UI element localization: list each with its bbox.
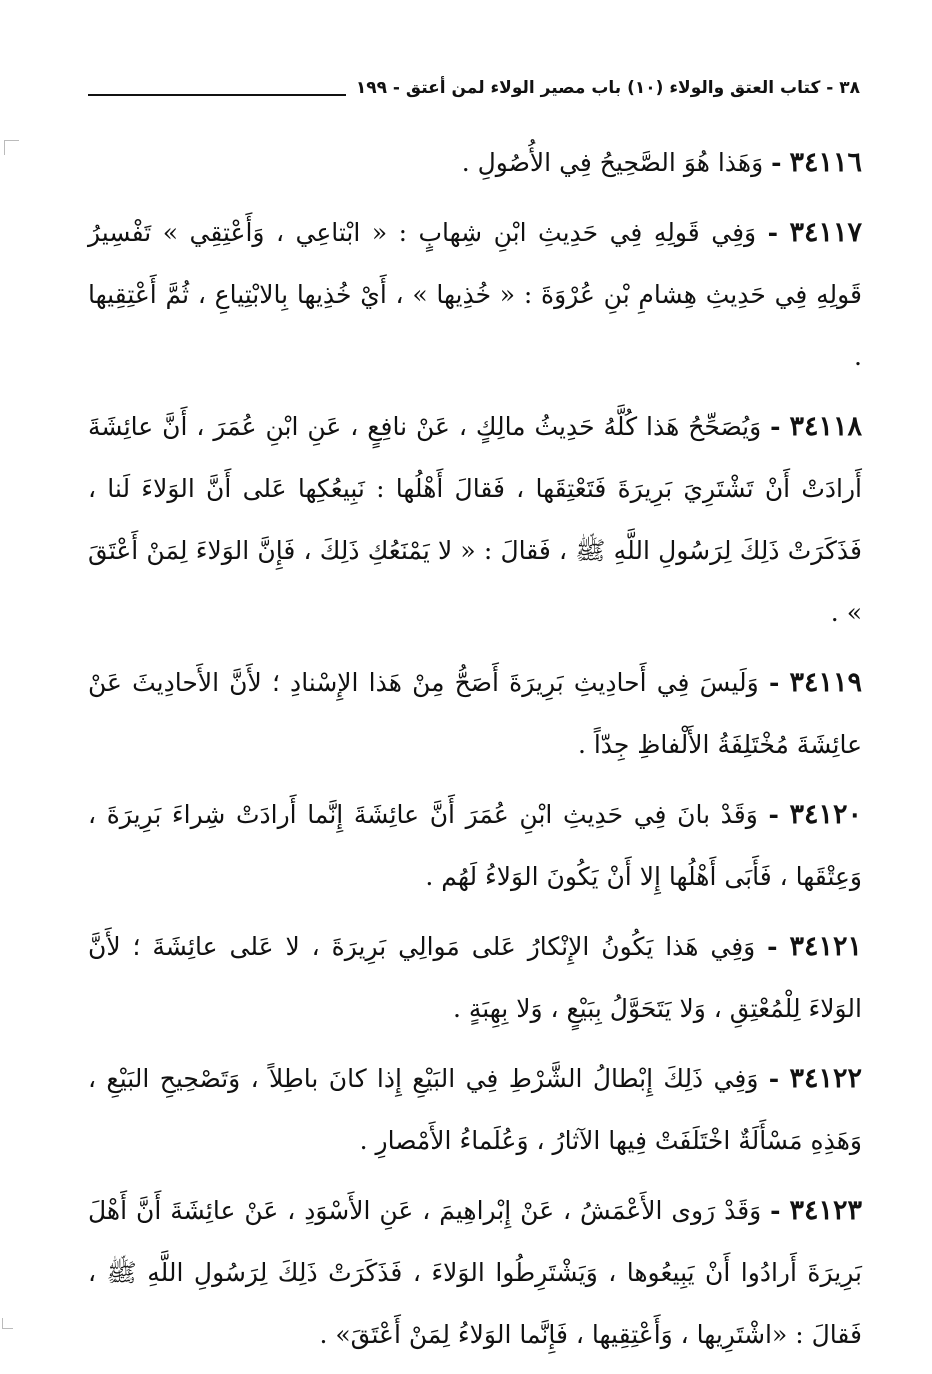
paragraph-number: ٣٤١٢٢	[789, 1063, 862, 1094]
paragraph-number: ٣٤١٢١	[789, 931, 862, 962]
paragraph-text: وَفِي قَولِهِ فِي حَدِيثِ ابْنِ شِهابٍ : « ابْتاعِي ، وَأَعْتِقِي » تَفْسِيرُ قَولِهِ فِي حَدِيثِ هِشامِ بْنِ عُرْوَةَ : « خُذِيها » ، أَيْ خُذِيها بِالابْتِياعِ ، ثُمَّ أَعْتِقِيها .	[88, 218, 862, 371]
header-rule	[88, 94, 346, 96]
paragraph-number: ٣٤١١٩	[789, 667, 863, 698]
paragraph-number: ٣٤١٢٠	[789, 799, 863, 830]
crop-mark	[4, 140, 19, 155]
paragraph	[88, 202, 862, 388]
paragraph	[88, 652, 862, 776]
paragraph-separator: -	[767, 932, 778, 961]
paragraph-separator: -	[768, 668, 780, 697]
paragraph-separator: -	[768, 800, 779, 829]
running-title: ٣٨ - كتاب العتق والولاء (١٠) باب مصير الولاء لمن أعتق - ١٩٩	[355, 78, 860, 98]
paragraph-text: وَفِي ذَلِكَ إِبْطالُ الشَّرْطِ فِي البَيْعِ إِذا كانَ باطِلاً ، وَتَصْحِيحِ البَيْعِ ، وَهَذِهِ مَسْأَلَةٌ اخْتَلَفَتْ فِيها الآثارُ ، وَعُلَماءُ الأَمْصارِ .	[88, 1064, 862, 1155]
crop-mark	[2, 1318, 13, 1329]
paragraph-text: وَهَذا هُوَ الصَّحِيحُ فِي الأُصُولِ .	[461, 148, 764, 177]
paragraph	[88, 132, 862, 194]
paragraph	[88, 1180, 862, 1366]
paragraph-text: وَقَدْ رَوى الأَعْمَشُ ، عَنْ إِبْراهِيمَ ، عَنِ الأَسْوَدِ ، عَنْ عائِشَةَ أَنَّ أَهْلَ بَرِيرَةَ أَرادُوا أَنْ يَبِيعُوها ، وَيَشْتَرِطُوا الوَلاءَ ، فَذَكَرَتْ ذَلِكَ لِرَسُولِ اللَّهِ ﷺ ، فَقالَ : «اشْتَرِيها ، وَأَعْتِقِيها ، فَإِنَّما الوَلاءُ لِمَنْ أَعْتَقَ» .	[88, 1196, 862, 1349]
paragraph-number: ٣٤١١٦	[789, 147, 862, 178]
paragraph	[88, 784, 862, 908]
page-header	[88, 70, 860, 110]
paragraph-text: وَفِي هَذا يَكُونُ الإِنْكارُ عَلى مَوالِي بَرِيرَةَ ، لا عَلى عائِشَةَ ؛ لأَنَّ الوَلاءَ لِلْمُعْتِقِ ، وَلا يَتَحَوَّلُ بِبَيْعٍ ، وَلا بِهِبَةٍ .	[88, 932, 862, 1023]
paragraph-text: وَلَيسَ فِي أَحادِيثِ بَرِيرَةَ أَصَحُّ مِنْ هَذا الإِسْنادِ ؛ لأَنَّ الأَحادِيثَ عَنْ عائِشَةَ مُخْتَلِفَةُ الأَلْفاظِ جِدّاً .	[88, 668, 862, 759]
paragraph-separator: -	[770, 412, 781, 441]
paragraph-number: ٣٤١٢٣	[789, 1195, 863, 1226]
paragraph	[88, 396, 862, 644]
paragraph-separator: -	[768, 1064, 780, 1093]
paragraph	[88, 916, 862, 1040]
paragraph-separator: -	[767, 218, 778, 247]
paragraph-separator: -	[771, 148, 782, 177]
paragraph-number: ٣٤١١٧	[789, 217, 863, 248]
paragraph-text: وَيُصَحِّحُ هَذا كُلَّهُ حَدِيثُ مالِكٍ ، عَنْ نافِعٍ ، عَنِ ابْنِ عُمَرَ ، أَنَّ عائِشَةَ أَرادَتْ أَنْ تَشْتَرِيَ بَرِيرَةَ فَتَعْتِقَها ، فَقالَ أَهْلُها : نَبِيعُكِها عَلى أَنَّ الوَلاءَ لَنا ، فَذَكَرَتْ ذَلِكَ لِرَسُولِ اللَّهِ ﷺ ، فَقالَ : « لا يَمْنَعُكِ ذَلِكَ ، فَإِنَّ الوَلاءَ لِمَنْ أَعْتَقَ » .	[88, 412, 862, 627]
paragraph-text: وَقَدْ بانَ فِي حَدِيثِ ابْنِ عُمَرَ أَنَّ عائِشَةَ إِنَّما أَرادَتْ شِراءَ بَرِيرَةَ ، وَعِتْقَها ، فَأَبَى أَهْلُها إِلا أَنْ يَكُونَ الوَلاءُ لَهُم .	[88, 800, 862, 891]
paragraph	[88, 1048, 862, 1172]
paragraph-separator: -	[770, 1196, 781, 1225]
paragraph-number: ٣٤١١٨	[789, 411, 862, 442]
page-body	[88, 132, 862, 1374]
